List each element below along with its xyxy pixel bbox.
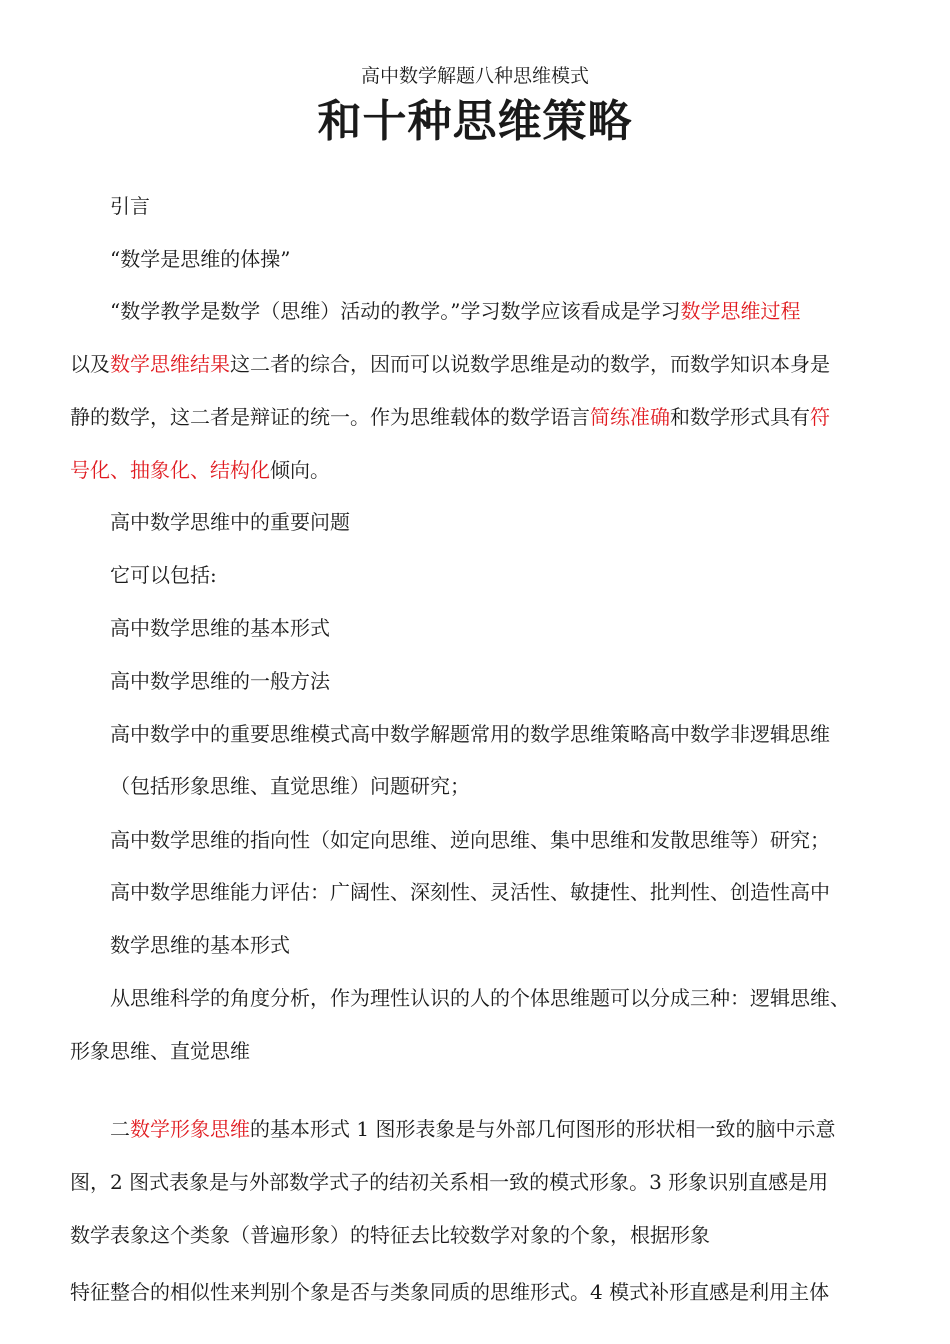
- highlight-thinking-process: 数学思维过程: [680, 299, 801, 323]
- para1-line1-text: “数学教学是数学（思维）活动的教学。”学习数学应该看成是学习: [110, 299, 681, 323]
- para1-line2: [70, 349, 830, 379]
- para2-line1: [110, 1114, 835, 1144]
- list-item-ability-line2: 数学思维的基本形式: [110, 933, 290, 957]
- highlight-symbol-start: 符: [810, 405, 830, 429]
- para2-line4: 特征整合的相似性来判别个象是否与类象同质的思维形式。4 模式补形直感是利用主体: [70, 1280, 830, 1304]
- highlight-abstraction: 号化、抽象化、结构化: [70, 458, 270, 482]
- document-subtitle: 高中数学解题八种思维模式: [360, 65, 589, 87]
- para2-line3: 数学表象这个类象（普遍形象）的特征去比较数学对象的个象，根据形象: [70, 1223, 710, 1247]
- highlight-concise-accurate: 简练准确: [590, 405, 670, 429]
- highlight-image-thinking: 数学形象思维: [130, 1117, 250, 1141]
- document-title: 和十种思维策略: [317, 96, 633, 147]
- may-include-line: 它可以包括:: [110, 563, 217, 587]
- para1-line2-text-b: 这二者的综合，因而可以说数学思维是动的数学，而数学知识本身是: [230, 352, 830, 376]
- para2-line1-text-a: 二: [110, 1117, 130, 1141]
- para1-line2-text-a: 以及: [70, 352, 110, 376]
- para2-line1-text-b: 的基本形式 1 图形表象是与外部几何图形的形状相一致的脑中示意: [250, 1117, 836, 1141]
- important-issues-heading: 高中数学思维中的重要问题: [110, 510, 350, 534]
- analysis-line1: 从思维科学的角度分析，作为理性认识的人的个体思维题可以分成三种：逻辑思维、: [110, 986, 850, 1010]
- highlight-thinking-result: 数学思维结果: [110, 352, 230, 376]
- list-item-direction: 高中数学思维的指向性（如定向思维、逆向思维、集中思维和发散思维等）研究；: [110, 828, 830, 852]
- list-item-modes-line1: 高中数学中的重要思维模式高中数学解题常用的数学思维策略高中数学非逻辑思维: [110, 722, 830, 746]
- para1-line4-text: 倾向。: [270, 458, 330, 482]
- para1-line1: [110, 296, 800, 326]
- list-item-basic-forms: 高中数学思维的基本形式: [110, 616, 330, 640]
- para1-line4: [70, 455, 330, 485]
- para1-line3-text-a: 静的数学，这二者是辩证的统一。作为思维载体的数学语言: [70, 405, 590, 429]
- analysis-line2: 形象思维、直觉思维: [70, 1039, 250, 1063]
- quote-line: “数学是思维的体操”: [110, 247, 291, 271]
- para1-line3-text-b: 和数学形式具有: [670, 405, 810, 429]
- intro-heading: 引言: [110, 194, 150, 218]
- list-item-general-methods: 高中数学思维的一般方法: [110, 669, 330, 693]
- list-item-modes-line2: （包括形象思维、直觉思维）问题研究；: [110, 774, 470, 798]
- para1-line3: [70, 402, 830, 432]
- list-item-ability-line1: 高中数学思维能力评估：广阔性、深刻性、灵活性、敏捷性、批判性、创造性高中: [110, 880, 830, 904]
- para2-line2: 图，2 图式表象是与外部数学式子的结初关系相一致的模式形象。3 形象识别直感是用: [70, 1170, 829, 1194]
